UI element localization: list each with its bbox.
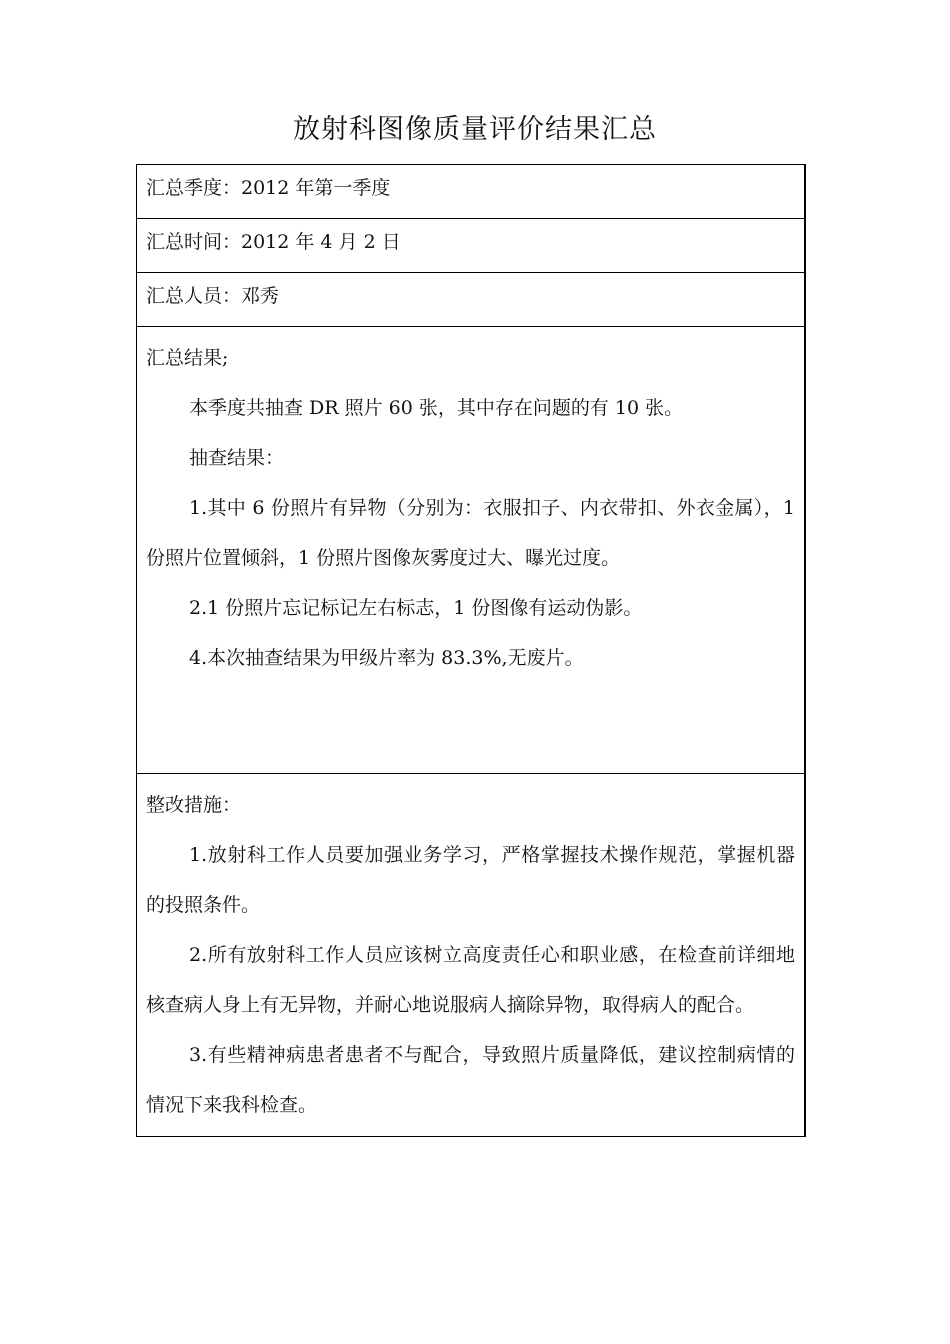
measures-heading: 整改措施： bbox=[146, 794, 242, 816]
result-item-2: 2.1 份照片忘记标记左右标志，1 份图像有运动伪影。 bbox=[189, 597, 643, 619]
season-text: 汇总季度：2012 年第一季度 bbox=[146, 177, 391, 199]
measure-item-1: 1.放射科工作人员要加强业务学习，严格掌握技术操作规范，掌握机器的投照条件。 bbox=[146, 844, 795, 916]
measures-section bbox=[137, 774, 804, 1136]
season-row bbox=[137, 165, 804, 219]
results-subheading: 抽查结果： bbox=[189, 447, 285, 469]
date-row bbox=[137, 219, 804, 273]
measure-item-3: 3.有些精神病患者患者不与配合，导致照片质量降低，建议控制病情的情况下来我科检查。 bbox=[146, 1044, 795, 1116]
person-text: 汇总人员：邓秀 bbox=[146, 285, 280, 307]
results-heading: 汇总结果; bbox=[146, 347, 229, 369]
summary-table bbox=[136, 164, 806, 1137]
date-text: 汇总时间：2012 年 4 月 2 日 bbox=[146, 231, 401, 253]
measure-item-2: 2.所有放射科工作人员应该树立高度责任心和职业感，在检查前详细地核查病人身上有无异物，并耐心地说服病人摘除异物，取得病人的配合。 bbox=[146, 944, 795, 1016]
document-title: 放射科图像质量评价结果汇总 bbox=[293, 114, 657, 145]
results-summary: 本季度共抽查 DR 照片 60 张，其中存在问题的有 10 张。 bbox=[189, 397, 684, 419]
result-item-1: 1.其中 6 份照片有异物（分别为：衣服扣子、内衣带扣、外衣金属），1 份照片位置倾斜，1 份照片图像灰雾度过大、曝光过度。 bbox=[146, 497, 795, 569]
results-section bbox=[137, 327, 804, 774]
person-row bbox=[137, 273, 804, 327]
result-item-3: 4.本次抽查结果为甲级片率为 83.3%,无废片。 bbox=[189, 647, 584, 669]
